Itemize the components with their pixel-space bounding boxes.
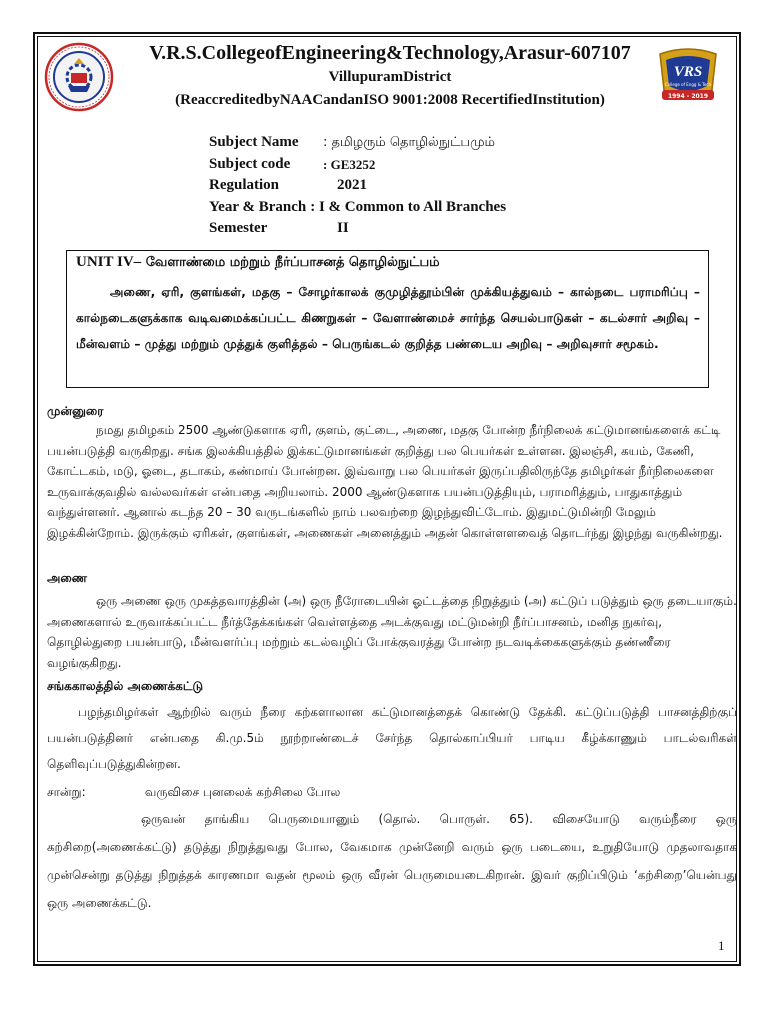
unit-code: UNIT IV– <box>76 254 142 270</box>
college-seal-logo <box>44 42 114 112</box>
unit-syllabus-box <box>66 250 709 388</box>
college-accreditation: (ReaccreditedbyNAACandanISO 9001:2008 RecertifiedInstitution) <box>175 92 605 108</box>
subject-name-label: Subject Name <box>209 134 299 150</box>
regulation-label: Regulation <box>209 177 280 193</box>
regulation-value: 2021 <box>337 177 367 193</box>
subject-code-label: Subject code <box>209 155 291 172</box>
sangam-paragraph-1: பழந்தமிழர்கள் ஆற்றில் வரும் நீரை கற்களாலான கட்டுமானத்தைக் கொண்டு தேக்கி. கட்டுப்படுத்தி பாசனத்திற்குப் பயன்படுத்தினர் என்பதை கி.மு.5ம் நூற்றாண்டைச் சேர்ந்த தொல்காப்பியர் பாடிய கீழ்க்காணும் பாடல்வரிகள் தெளிவுப்படுத்துகின்றன. <box>47 705 737 771</box>
unit-title: வேளாண்மை மற்றும் நீர்ப்பாசனத் தொழில்நுட்பம் <box>145 255 440 270</box>
logo-years-text: 1994 - 2019 <box>667 93 709 100</box>
example-label: சான்று: <box>47 785 86 799</box>
unit-syllabus-text: அணை, ஏரி, குளங்கள், மதகு – சோழர்காலக் குமுழித்தூம்பின் முக்கியத்துவம் – கால்நடை பராமரிப்பு – கால்நடைகளுக்காக வடிவமைக்கப்பட்ட கிணறுகள் – வேளாண்மைச் சார்ந்த செயல்பாடுகள் – கடல்சார் அறிவு – மீன்வளம் – முத்து மற்றும் முத்துக் குளித்தல் – பெருங்கடல் குறித்த பண்டைய அறிவு – அறிவுசார் சமூகம். <box>76 285 700 351</box>
logo-vrs-text: VRS <box>673 64 703 80</box>
page-number: 1 <box>718 938 725 953</box>
sangam-heading: சங்ககாலத்தில் அணைக்கட்டு <box>47 679 204 693</box>
dam-heading: அணை <box>47 571 87 585</box>
dam-paragraph: ஒரு அணை ஒரு முகத்தவாரத்தின் (அ) ஒரு நீரோடையின் ஓட்டத்தை நிறுத்தும் (அ) கட்டுப் படுத்தும் ஒரு தடையாகும். அணைகளால் உருவாக்கப்பட்ட நீர்த்தேக்கங்கள் வெள்ளத்தை அடக்குவது மட்டுமன்றி நீர்ப்பாசனம், மனித நுகர்வு, தொழில்துறை பயன்பாடு, மீன்வளர்ப்பு மற்றும் கடல்வழிப் போக்குவரத்து போன்ற நடவடிக்கைகளுக்கும் தண்ணீரை வழங்குகிறது. <box>47 594 737 670</box>
semester-value: II <box>337 220 349 236</box>
subject-info <box>209 132 506 240</box>
example-line <box>47 779 737 805</box>
sangam-paragraph-2: ஒருவன் தாங்கிய பெருமையானும் (தொல். பொருள். 65). விசையோடு வரும்நீரை ஒரு கற்சிறை(அணைக்கட்டு) தடுத்து நிறுத்துவது போல, வேகமாக முன்னேறி வரும் ஒரு படையை, உறுதியோடு முதலாவதாக முன்சென்று தடுத்து நிறுத்தக் காரணமா வதன் மூலம் ஒரு வீரன் பெருமையடைகிறான். இவர் குறிப்பிடும் ‘கற்சிறை’யென்பது ஒரு அணைக்கட்டு. <box>47 812 737 910</box>
year-branch-value: : I & Common to All Branches <box>310 198 507 215</box>
subject-code-row <box>209 154 506 176</box>
year-branch-row <box>209 197 506 219</box>
intro-paragraph: நமது தமிழகம் 2500 ஆண்டுகளாக ஏரி, குளம், குட்டை, அணை, மதகு போன்ற நீர்நிலைக் கட்டுமானங்களைக் கட்டி பயன்படுத்தி வருகிறது. சங்க இலக்கியத்தில் இக்கட்டுமானங்கள் குறித்து பல பெயர்கள் உள்ளன. இலஞ்சி, கயம், கேணி, கோட்டகம், மடு, ஓடை, தடாகம், கண்மாய் போன்றன. இவ்வாறு பல பெயர்கள் இருப்பதிலிருந்தே தமிழர்கள் நீர்நிலைகளை உருவாக்குவதில் வல்லவர்கள் என்பதை அறியலாம். 2000 ஆண்டுகளாக பயன்படுத்தியும், பராமரித்தும், பாதுகாத்தும் வந்துள்ளனர். ஆனால் கடந்த 20 – 30 வருடங்களில் நாம் பலவற்றை இழந்துவிட்டோம். இதுமட்டுமின்றி மேலும் இழக்கின்றோம். இருக்கும் ஏரிகள், குளங்கள், அணைகள் அனைத்தும் அதன் கொள்ளளவைத் தொடர்ந்து இழந்து வருகின்றது. <box>47 423 723 540</box>
example-verse: வருவிசை புனலைக் கற்சிலை போல <box>144 785 341 799</box>
subject-code-value: : GE3252 <box>323 156 376 172</box>
semester-label: Semester <box>209 220 268 236</box>
college-district: VillupuramDistrict <box>328 69 452 85</box>
subject-name-value: : தமிழரும் தொழில்நுட்பமும் <box>323 135 495 150</box>
svg-text:College of Engg & Tech: College of Engg & Tech <box>664 82 712 87</box>
college-title: V.R.S.CollegeofEngineering&Technology,Arasur-607107 <box>149 42 631 64</box>
regulation-row <box>209 175 506 197</box>
intro-heading: முன்னுரை <box>47 404 104 418</box>
subject-name-row <box>209 132 506 154</box>
document-body <box>47 402 737 917</box>
unit-heading <box>76 254 700 271</box>
year-branch-label: Year & Branch <box>209 198 307 215</box>
semester-row <box>209 218 506 240</box>
